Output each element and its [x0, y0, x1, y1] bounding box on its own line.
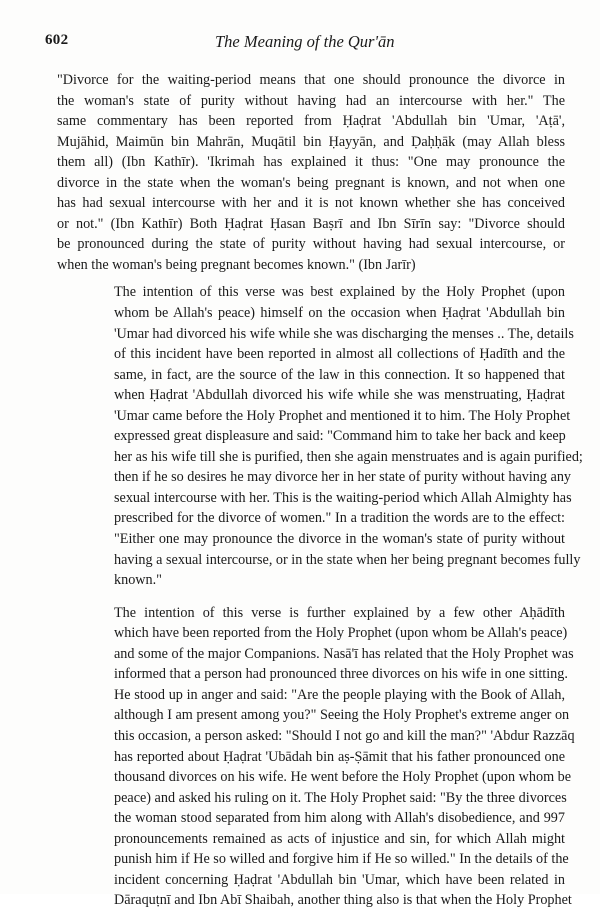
text-line: same commentary has been reported from Ḥaḍrat 'Abdullah bin 'Umar, 'Aṭā', — [57, 113, 565, 130]
text-line: incident concerning Ḥaḍrat 'Abdullah bin 'Umar, which have been related in — [114, 871, 565, 888]
body-text — [57, 70, 583, 911]
text-line: her as his wife till she is purified, then she again menstruates and is again purified; — [114, 448, 583, 465]
text-line: informed that a person had pronounced three divorces on his wife in one sitting. — [114, 666, 568, 683]
text-line: "Divorce for the waiting-period means that one should pronounce the divorce in — [57, 72, 565, 88]
book-title: The Meaning of the Qur'ān — [215, 32, 395, 51]
text-line: the woman stood separated from him along with Allah's disobedience, and 997 — [114, 810, 565, 827]
text-line: expressed great displeasure and said: "Command him to take her back and keep — [114, 428, 566, 445]
text-line: having a sexual intercourse, or in the state when her being pregnant becomes fully — [114, 551, 581, 568]
text-line: be pronounced during the state of purity without having had sexual intercourse, or — [57, 236, 565, 253]
text-line: pronouncements remained as acts of injustice and sin, for which Allah might — [114, 830, 565, 847]
text-line: them all) (Ibn Kathīr). 'Ikrimah has explained it thus: "One may pronounce the — [57, 154, 565, 171]
text-line: which have been reported from the Holy Prophet (upon whom be Allah's peace) — [114, 625, 568, 642]
text-line: then if he so desires he may divorce her in her state of purity without having any — [114, 469, 572, 486]
text-line: of this incident have been reported in almost all collections of Ḥadīth and the — [114, 346, 565, 363]
text-line: prescribed for the divorce of women." In a tradition the words are to the effect: — [114, 510, 565, 527]
text-line: this occasion, a person asked: "Should I not go and kill the man?" 'Abdur Razzāq — [114, 727, 575, 744]
paragraph-1 — [57, 70, 565, 275]
text-line: He stood up in anger and said: "Are the people playing with the Book of Allah, — [114, 686, 565, 703]
text-line: has reported about Ḥaḍrat 'Ubādah bin aṣ-Ṣāmit that his father pronounced one — [114, 748, 565, 765]
text-line: The intention of this verse is further explained by a few other Aḥādīth — [114, 604, 565, 621]
text-line: when Ḥaḍrat 'Abdullah divorced his wife while she was menstruating, Ḥaḍrat — [114, 387, 565, 404]
text-line: sexual intercourse with her. This is the waiting-period which Allah Almighty has — [114, 489, 572, 506]
text-line: thousand divorces on his wife. He went before the Holy Prophet (upon whom be — [114, 769, 572, 786]
text-line: Dāraquṭnī and Ibn Abī Shaibah, another thing also is that when the Holy Prophet — [114, 892, 572, 909]
text-line: peace) and asked his ruling on it. The Holy Prophet said: "By the three divorces — [114, 789, 567, 806]
paragraph-3 — [57, 603, 575, 911]
text-line: or not." (Ibn Kathīr) Both Ḥaḍrat Ḥasan Baṣrī and Ibn Sīrīn say: "Divorce should — [57, 215, 565, 232]
text-line: divorce in the state when the woman's being pregnant is known, and not when one — [57, 174, 565, 191]
text-line: The intention of this verse was best explained by the Holy Prophet (upon — [114, 284, 565, 301]
text-line: punish him if He so willed and forgive him if He so willed." In the details of the — [114, 851, 569, 868]
running-head — [45, 32, 575, 54]
text-line: 'Umar had divorced his wife while she was discharging the menses .. The, details — [114, 325, 574, 342]
text-line: 'Umar came before the Holy Prophet and mentioned it to him. The Holy Prophet — [114, 407, 571, 424]
text-line: known." — [114, 572, 162, 589]
text-line: has had sexual intercourse with her and it is not known whether she has conceived — [57, 195, 565, 212]
page-number: 602 — [45, 32, 69, 48]
text-line: when the woman's being pregnant becomes known." (Ibn Jarīr) — [57, 256, 416, 273]
text-line: Mujāhid, Maimūn bin Mahrān, Muqātil bin Ḥayyān, and Ḍaḥḥāk (may Allah bless — [57, 133, 565, 150]
text-line: although I am present among you?" Seeing the Holy Prophet's extreme anger on — [114, 707, 570, 724]
paragraph-2 — [57, 282, 583, 590]
text-line: "Either one may pronounce the divorce in the woman's state of purity without — [114, 531, 565, 548]
text-line: same, in fact, are the source of the law in this connection. It so happened that — [114, 366, 565, 383]
text-line: whom be Allah's peace) himself on the occasion when Ḥaḍrat 'Abdullah bin — [114, 305, 565, 322]
text-line: and some of the major Companions. Nasā'ī has related that the Holy Prophet was — [114, 645, 574, 662]
text-line: the woman's state of purity without having had an intercourse with her." The — [57, 92, 565, 109]
